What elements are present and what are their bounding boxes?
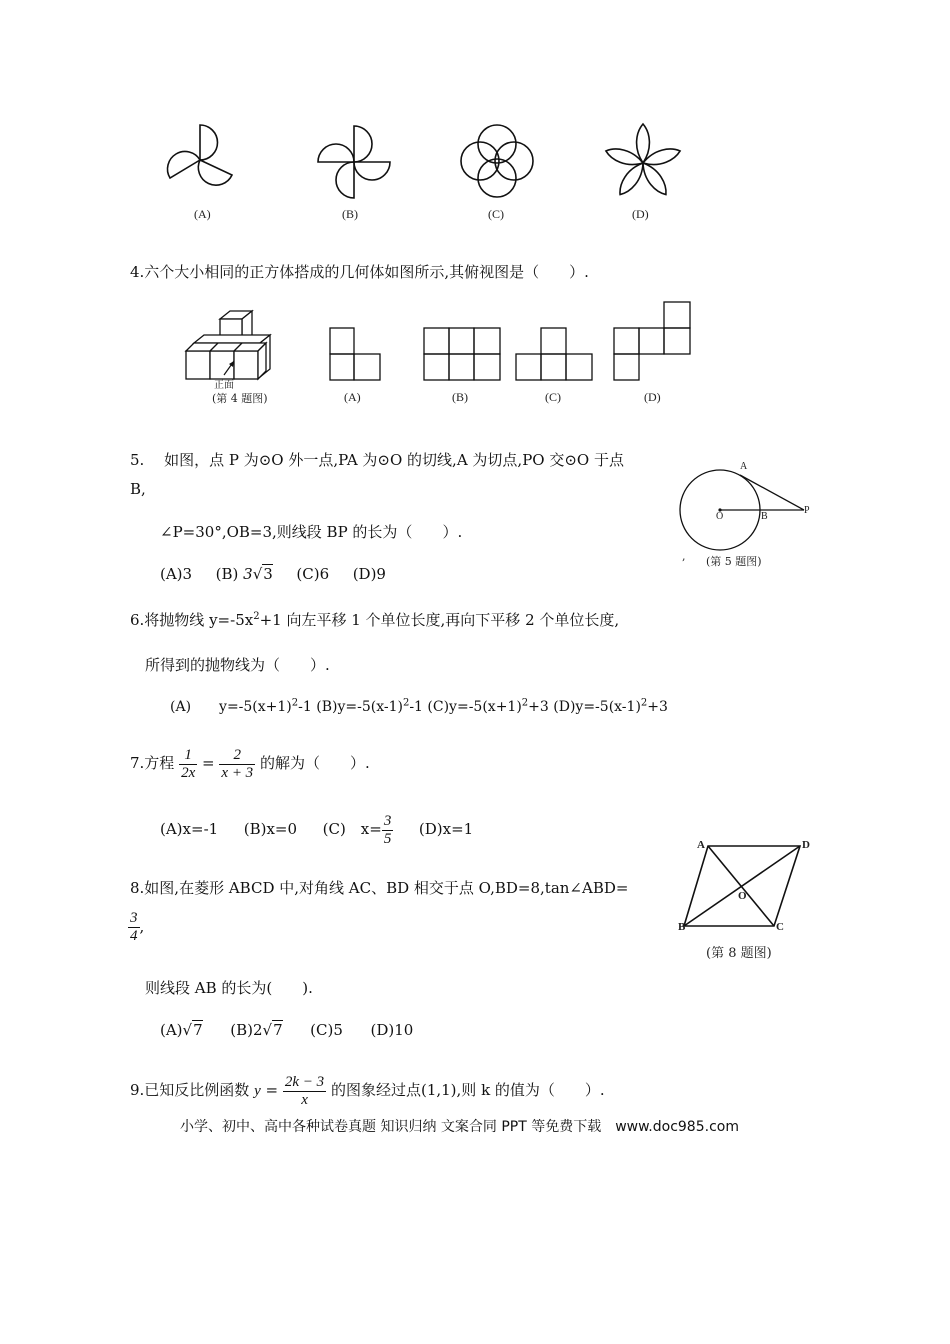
q5-option-b: (B) 3√3: [215, 565, 273, 583]
q7-option-a: (A)x=-1: [160, 820, 219, 838]
q3-figure-d: [598, 118, 688, 208]
q4-option-b: (B): [452, 390, 468, 404]
q9-fraction: $\frac{2k - 3}{x}$: [284, 1073, 325, 1108]
q7-lhs-fraction: $\frac{1}{2x}$: [181, 746, 196, 781]
q4-option-a-figure: [328, 326, 384, 382]
q8-option-d: (D)10: [370, 1021, 414, 1039]
q8-stem-line1: 8.如图,在菱形 ABCD 中,对角线 AC、BD 相交于点 O,BD=8,tan∠ABD=: [130, 879, 629, 897]
q5-point-p: P: [804, 505, 810, 516]
q6-option-a: (A) $y=-5(x+1)^2-1$: [170, 697, 312, 715]
q7-stem: 7.方程 $\frac{1}{2x}$ = $\frac{2}{x + 3}$ 的解为（ ）.: [130, 746, 370, 781]
q8-option-a: (A)√7: [160, 1021, 203, 1039]
q8-point-d: D: [802, 839, 810, 851]
q8-option-b: (B)2√7: [230, 1021, 283, 1039]
q3-option-a: (A): [194, 207, 211, 221]
q9-stem: 9.已知反比例函数 y = $\frac{2k - 3}{x}$ 的图象经过点(1,1),则 k 的值为（ ）.: [130, 1073, 605, 1108]
q3-option-c: (C): [488, 207, 504, 221]
q8-option-c: (C)5: [310, 1021, 343, 1039]
q3-figure-c: [452, 118, 542, 208]
q5-point-b: B: [761, 511, 768, 522]
q5-stray-mark: ,: [682, 550, 686, 563]
q8-point-o: O: [738, 890, 747, 902]
q4-option-c-figure: [514, 326, 596, 382]
q6-stem-line1: 6.将抛物线 $y=-5x^2+1$ 向左平移 1 个单位长度,再向下平移 2 个单位长度,: [130, 611, 620, 629]
q5-stem-line2: B,: [130, 480, 146, 498]
q4-figure-label: 正面: [214, 380, 234, 391]
q6-stem-line2: 所得到的抛物线为（ ）.: [145, 656, 330, 674]
q5-stem-line3: ∠P=30°,OB=3,则线段 BP 的长为（ ）.: [160, 523, 463, 541]
q5-option-d: (D)9: [352, 565, 386, 583]
q4-option-d-figure: [612, 300, 694, 382]
q4-stem: 4.六个大小相同的正方体搭成的几何体如图所示,其俯视图是（ ）.: [130, 263, 589, 281]
q8-figure: [676, 840, 806, 932]
q3-figure-a: [160, 120, 250, 200]
q5-figure-caption: (第 5 题图): [706, 555, 762, 568]
q6-option-d: $(D)y=-5(x-1)^2+3$: [553, 697, 668, 715]
q4-figure-caption: (第 4 题图): [212, 392, 268, 405]
q7-option-c: (C) x= $\frac{3}{5}$: [322, 812, 392, 847]
q5-stem-line1: 5. 如图，点 P 为⊙O 外一点,PA 为⊙O 的切线,A 为切点,PO 交⊙O 于点: [130, 451, 624, 469]
q6-option-b: $(B)y=-5(x-1)^2-1$: [316, 697, 423, 715]
q8-point-a: A: [697, 839, 705, 851]
q5-point-a: A: [740, 461, 748, 472]
q6-option-c: $(C)y=-5(x+1)^2+3$: [427, 697, 549, 715]
q8-point-c: C: [776, 921, 784, 933]
q4-solid-figure: [180, 305, 290, 390]
q3-option-b: (B): [342, 207, 358, 221]
q7-rhs-fraction: $\frac{2}{x + 3}$: [221, 746, 254, 781]
q7-option-b: (B)x=0: [243, 820, 298, 838]
q8-figure-caption: (第 8 题图): [706, 946, 772, 961]
q8-stem-line3: 则线段 AB 的长为( ).: [145, 979, 313, 997]
q8-options: [160, 1020, 413, 1040]
q8-fraction: $\frac{3}{4}$ ,: [130, 910, 145, 944]
q4-option-d: (D): [644, 390, 661, 404]
q4-option-c: (C): [545, 390, 561, 404]
q4-option-a: (A): [344, 390, 361, 404]
q7-option-d: (D)x=1: [418, 820, 474, 838]
q8-point-b: B: [678, 921, 686, 933]
q6-options: [170, 697, 668, 717]
q7-options: [160, 808, 473, 850]
page-footer: 小学、初中、高中各种试卷真题 知识归纳 文案合同 PPT 等免费下载 www.doc985.com: [180, 1119, 739, 1135]
q3-figure-b: [310, 120, 400, 200]
q5-option-c: (C)6: [296, 565, 330, 583]
q3-option-d: (D): [632, 207, 649, 221]
q5-option-a: (A)3: [160, 565, 193, 583]
q4-option-b-figure: [422, 326, 504, 382]
q5-options: [160, 564, 386, 584]
q5-point-o: O: [716, 511, 724, 522]
